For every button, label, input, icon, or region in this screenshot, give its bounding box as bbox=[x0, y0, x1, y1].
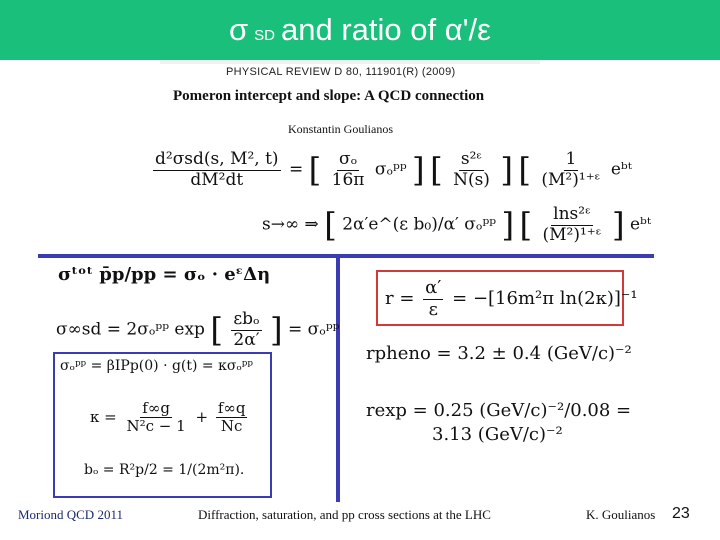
kappa-f1-den: N²c − 1 bbox=[126, 417, 186, 436]
eq4-rhs: = σₒᵖᵖ bbox=[288, 319, 340, 340]
paper-title: Pomeron intercept and slope: A QCD connection bbox=[173, 88, 485, 104]
equation-asymptotic bbox=[262, 205, 651, 245]
eq2-arrow: s→∞ ⇒ bbox=[262, 214, 319, 235]
eq2-frac bbox=[541, 205, 604, 245]
eq1-lhs-den: dM²dt bbox=[190, 169, 244, 190]
equation-b0: bₒ = R²p/2 = 1/(2m²π). bbox=[84, 462, 245, 478]
ratio-num: α′ bbox=[425, 277, 442, 298]
equation-dsigma bbox=[150, 150, 632, 190]
eq1-equals: = bbox=[288, 159, 304, 180]
eq1-frac1 bbox=[330, 150, 367, 190]
eq2-bracket-close: ] bbox=[501, 206, 515, 245]
equation-ratio bbox=[385, 278, 638, 320]
footer-talk-title: Diffraction, saturation, and pp cross sections at the LHC bbox=[198, 507, 491, 522]
eq1-frac3 bbox=[539, 150, 602, 190]
title-rest: and ratio of α'/ε bbox=[280, 12, 491, 47]
equation-r-pheno: rpheno = 3.2 ± 0.4 (GeV/c)⁻² bbox=[366, 343, 632, 364]
footer-conference: Moriond QCD 2011 bbox=[18, 507, 123, 522]
eq1-lhs-fraction bbox=[153, 150, 281, 190]
eq2-bracket-open: [ bbox=[324, 206, 337, 245]
eq1-bracket-open3: [ bbox=[518, 151, 531, 190]
eq1-frac2 bbox=[451, 150, 492, 190]
kappa-plus: + bbox=[195, 407, 209, 426]
kappa-f2-num: f∞q bbox=[217, 399, 246, 417]
eq4-bracket-close: ] bbox=[270, 311, 283, 350]
ratio-frac bbox=[423, 278, 443, 320]
horizontal-divider bbox=[38, 254, 654, 258]
ratio-den: ε bbox=[428, 298, 438, 320]
footer-author: K. Goulianos bbox=[586, 507, 656, 522]
eq1-bracket-open2: [ bbox=[430, 151, 443, 190]
eq1-mid: σₒᵖᵖ bbox=[374, 159, 407, 180]
eq1-f1-den: 16π bbox=[331, 169, 365, 190]
eq1-f1-num: σₒ bbox=[338, 149, 358, 169]
equation-kappa bbox=[90, 400, 250, 436]
eq1-bracket-open: [ bbox=[308, 151, 322, 190]
eq1-bracket-close: ] bbox=[412, 151, 425, 190]
eq4-bracket-open: [ bbox=[210, 311, 223, 350]
eq4-frac bbox=[231, 310, 261, 350]
eq2-f-den: (M²)¹⁺ᵋ bbox=[542, 224, 602, 245]
ratio-lhs: r = bbox=[385, 288, 415, 310]
vertical-divider bbox=[336, 258, 340, 502]
eq4-lhs: σ∞sd = 2σₒᵖᵖ exp bbox=[56, 319, 205, 340]
journal-reference: PHYSICAL REVIEW D 80, 111901(R) (2009) bbox=[226, 66, 456, 78]
scan-edge bbox=[160, 60, 540, 64]
eq1-tail: eᵇᵗ bbox=[610, 159, 632, 180]
slide-title-bar bbox=[0, 0, 720, 60]
paper-author: Konstantin Goulianos bbox=[288, 122, 393, 136]
equation-r-exp-2: 3.13 (GeV/c)⁻² bbox=[432, 424, 563, 445]
eq2-bracket-close2: ] bbox=[611, 206, 625, 245]
equation-sigma-sd-inf bbox=[56, 310, 339, 350]
equation-sigma-pp: σₒᵖᵖ = βIPp(0) · g(t) = κσₒᵖᵖ bbox=[60, 358, 254, 374]
title-subscript: SD bbox=[254, 27, 275, 44]
kappa-frac2 bbox=[216, 400, 248, 436]
kappa-frac1 bbox=[125, 400, 188, 436]
eq1-f2-num: s²ᵋ bbox=[460, 149, 483, 169]
eq4-den: 2α′ bbox=[233, 329, 260, 350]
eq2-mid: 2α′e^(ε b₀)/α′ σₒᵖᵖ bbox=[342, 214, 497, 235]
equation-total-xsec: σᵗᵒᵗ p̄p/pp = σₒ · eᵋΔη bbox=[58, 264, 271, 285]
slide-title bbox=[229, 12, 491, 48]
eq1-f3-den: (M²)¹⁺ᵋ bbox=[541, 169, 601, 190]
eq2-tail: eᵇᵗ bbox=[629, 214, 652, 235]
kappa-f1-num: f∞g bbox=[142, 399, 170, 417]
kappa-lhs: κ = bbox=[90, 407, 117, 426]
kappa-f2-den: Nc bbox=[220, 417, 243, 436]
eq1-lhs-num: d²σsd(s, M², t) bbox=[155, 149, 279, 169]
ratio-rhs: = −[16m²π ln(2κ)]⁻¹ bbox=[452, 288, 638, 310]
equation-r-exp-1: rexp = 0.25 (GeV/c)⁻²/0.08 = bbox=[366, 400, 632, 421]
eq1-f3-num: 1 bbox=[565, 149, 577, 169]
eq1-bracket-close2: ] bbox=[500, 151, 513, 190]
eq2-bracket-open2: [ bbox=[519, 206, 533, 245]
eq1-f2-den: N(s) bbox=[453, 169, 490, 190]
eq4-num: εbₒ bbox=[233, 309, 260, 329]
title-sigma: σ bbox=[229, 12, 249, 47]
eq2-f-num: lns²ᵋ bbox=[553, 204, 591, 224]
page-number: 23 bbox=[672, 505, 690, 522]
